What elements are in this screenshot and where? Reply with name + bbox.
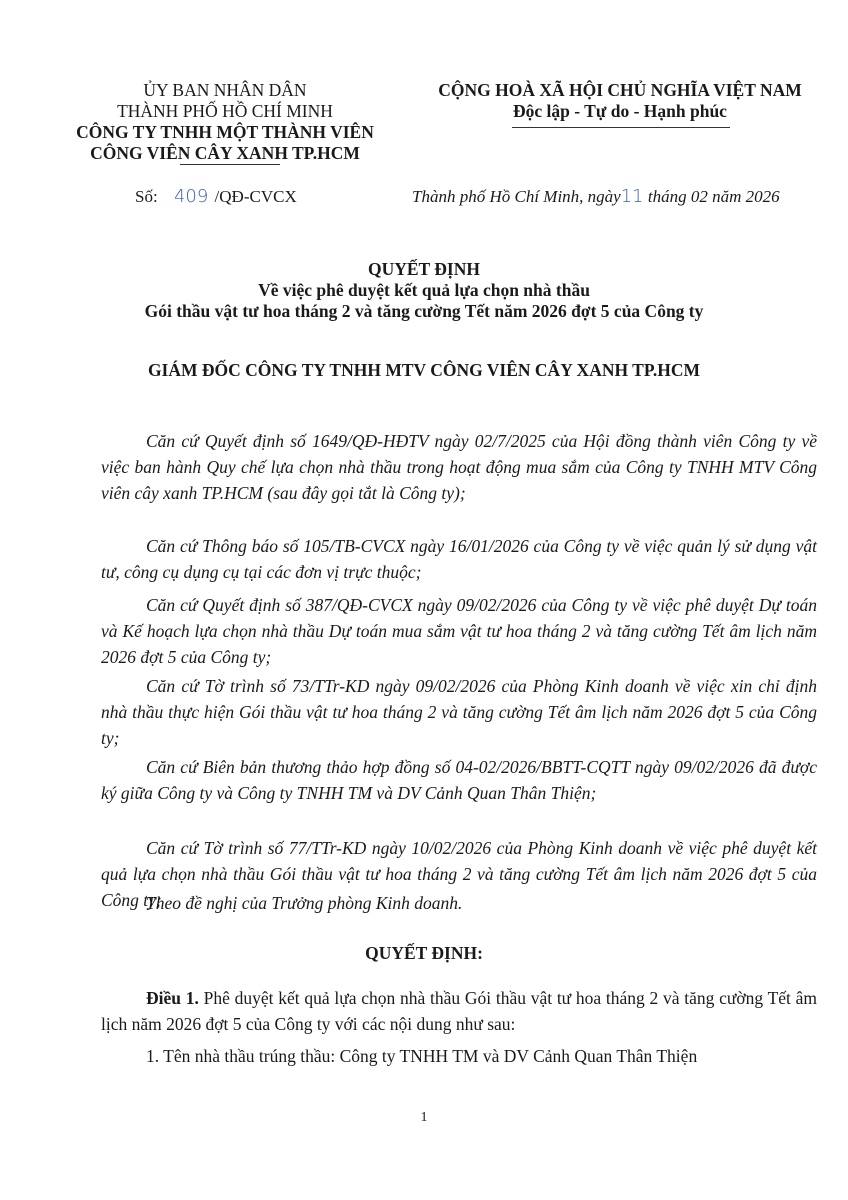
national-title: CỘNG HOÀ XÃ HỘI CHỦ NGHĨA VIỆT NAM: [438, 80, 802, 100]
basis-paragraph-1: Căn cứ Quyết định số 1649/QĐ-HĐTV ngày 02/7/2025 của Hội đồng thành viên Công ty về việc ban hành Quy chế lựa chọn nhà thầu trong hoạt động mua sắm của Công ty TNHH MTV Công viên cây xanh TP.HCM (sau đây gọi tắt là Công ty);: [101, 431, 817, 503]
basis-paragraph-3: Căn cứ Quyết định số 387/QĐ-CVCX ngày 09/02/2026 của Công ty về việc phê duyệt Dự toán và Kế hoạch lựa chọn nhà thầu Dự toán mua sắm vật tư hoa tháng 2 và tăng cường Tết âm lịch năm 2026 đợt 5 của Công ty;: [101, 595, 817, 667]
basis-paragraph-7: Theo đề nghị của Trưởng phòng Kinh doanh.: [146, 893, 463, 913]
basis-paragraph-2: Căn cứ Thông báo số 105/TB-CVCX ngày 16/01/2026 của Công ty về việc quản lý sử dụng vật tư, công cụ dụng cụ tại các đơn vị trực thuộc;: [101, 536, 817, 582]
decision-subject-1: Về việc phê duyệt kết quả lựa chọn nhà thầu: [258, 280, 590, 300]
national-motto-block: [410, 80, 830, 122]
decision-section-heading: QUYẾT ĐỊNH:: [365, 943, 483, 963]
authority-line-1: ỦY BAN NHÂN DÂN: [143, 80, 307, 100]
company-line-1: CÔNG TY TNHH MỘT THÀNH VIÊN: [76, 122, 374, 142]
decision-title: [60, 259, 788, 322]
basis-paragraph-4: Căn cứ Tờ trình số 73/TTr-KD ngày 09/02/2026 của Phòng Kinh doanh về việc xin chỉ định nhà thầu thực hiện Gói thầu vật tư hoa tháng 2 và tăng cường Tết âm lịch năm 2026 đợt 5 của Công ty;: [101, 676, 817, 748]
authority-line-2: THÀNH PHỐ HỒ CHÍ MINH: [117, 101, 333, 121]
document-date: [412, 186, 780, 207]
handwritten-day: 11: [620, 186, 644, 207]
director-title: GIÁM ĐỐC CÔNG TY TNHH MTV CÔNG VIÊN CÂY XANH TP.HCM: [147, 360, 701, 380]
number-label: Số:: [135, 187, 158, 206]
decision-heading: QUYẾT ĐỊNH: [368, 259, 480, 279]
article-1-item-1: 1. Tên nhà thầu trúng thầu: Công ty TNHH TM và DV Cảnh Quan Thân Thiện: [146, 1046, 698, 1066]
basis-paragraph-5: Căn cứ Biên bản thương thảo hợp đồng số 04-02/2026/BBTT-CQTT ngày 09/02/2026 đã được ký giữa Công ty và Công ty TNHH TM và DV Cảnh Quan Thân Thiện;: [101, 757, 817, 803]
article-1: [101, 985, 817, 1037]
date-suffix: tháng 02 năm 2026: [647, 187, 780, 206]
motto-underline: [512, 127, 730, 128]
article-1-text: Phê duyệt kết quả lựa chọn nhà thầu Gói thầu vật tư hoa tháng 2 và tăng cường Tết âm lịch năm 2026 đợt 5 của Công ty với các nội dung như sau:: [101, 988, 818, 1034]
basis-paragraph-6: Căn cứ Tờ trình số 77/TTr-KD ngày 10/02/2026 của Phòng Kinh doanh về việc phê duyệt kết quả lựa chọn nhà thầu Gói thầu vật tư hoa tháng 2 và tăng cường Tết âm lịch năm 2026 đợt 5 của Công ty;: [101, 838, 817, 910]
national-motto: Độc lập - Tự do - Hạnh phúc: [513, 101, 727, 121]
document-number: [135, 186, 297, 207]
date-prefix: Thành phố Hồ Chí Minh, ngày: [412, 187, 621, 206]
left-header-underline: [180, 164, 280, 165]
handwritten-number: 409: [173, 186, 209, 207]
company-line-2: CÔNG VIÊN CÂY XANH TP.HCM: [90, 143, 360, 163]
number-suffix: /QĐ-CVCX: [214, 187, 297, 206]
decision-subject-2: Gói thầu vật tư hoa tháng 2 và tăng cường Tết năm 2026 đợt 5 của Công ty: [144, 301, 704, 321]
issuing-authority-block: [60, 80, 390, 164]
article-1-label: Điều 1.: [146, 988, 199, 1008]
page-number: 1: [420, 1110, 428, 1125]
